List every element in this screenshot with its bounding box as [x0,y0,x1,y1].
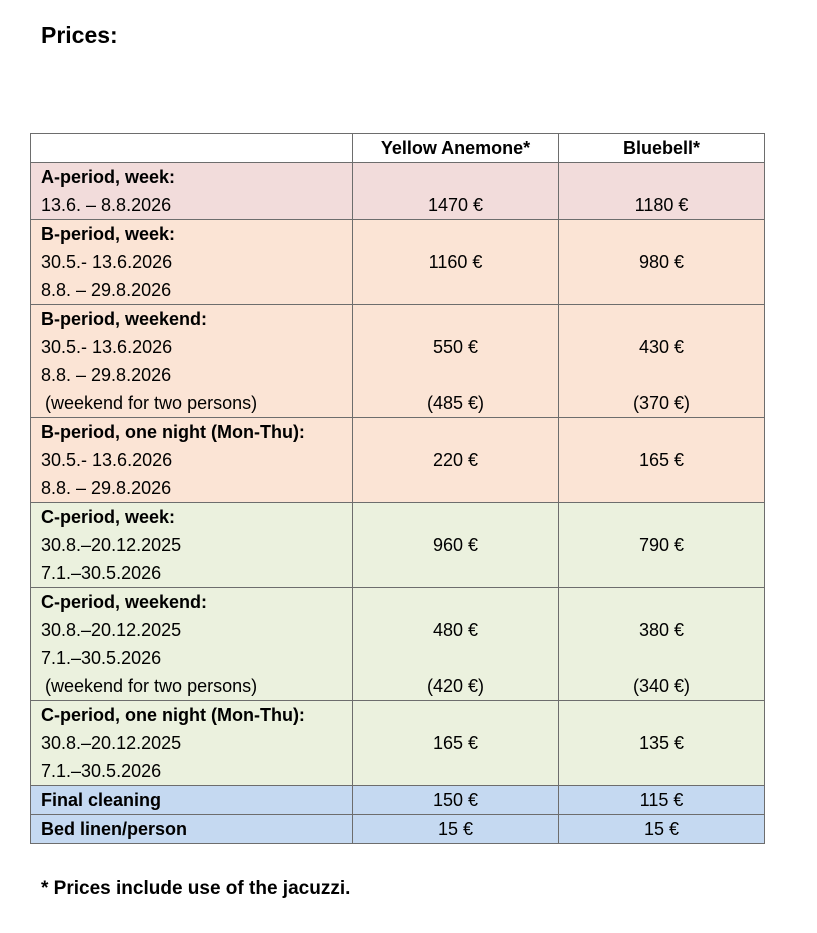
period-dates: 30.5.- 13.6.2026 [41,337,173,357]
price-value: 430 € [638,337,685,357]
price-value: 960 € [432,535,479,555]
bluebell-price-cell [559,163,765,220]
period-dates: 30.5.- 13.6.2026 [41,450,173,470]
price-value [353,220,558,248]
price-value: (485 €) [426,393,485,413]
price-value [353,644,558,672]
price-value [353,163,558,191]
price-value: (420 €) [426,676,485,696]
yellow-anemone-price-cell [353,786,559,815]
price-value [353,305,558,333]
price-value: 480 € [432,620,479,640]
period-name: C-period, weekend: [41,592,208,612]
period-name: B-period, week: [41,224,176,244]
price-value [559,474,764,502]
period-cell [31,701,353,786]
period-dates: 8.8. – 29.8.2026 [41,280,172,300]
price-value: 15 € [643,819,680,839]
period-name: B-period, weekend: [41,309,208,329]
yellow-anemone-price-cell [353,701,559,786]
bluebell-price-cell [559,588,765,701]
bluebell-price-cell [559,305,765,418]
table-row [31,786,765,815]
price-value: 220 € [432,450,479,470]
table-row [31,220,765,305]
period-cell [31,588,353,701]
price-value: 550 € [432,337,479,357]
bluebell-price-cell [559,786,765,815]
price-value [559,559,764,587]
yellow-anemone-price-cell [353,588,559,701]
price-value [353,757,558,785]
price-value [559,361,764,389]
footnote: * Prices include use of the jacuzzi. [41,878,351,899]
period-name: C-period, one night (Mon-Thu): [41,705,305,725]
table-row [31,305,765,418]
price-value: (340 €) [632,676,691,696]
price-value: 165 € [432,733,479,753]
bluebell-price-cell [559,220,765,305]
period-name: Final cleaning [41,790,162,810]
period-dates: 13.6. – 8.8.2026 [41,195,172,215]
price-value [559,418,764,446]
price-table [30,133,765,844]
price-value: 15 € [437,819,474,839]
period-cell [31,418,353,503]
page-title: Prices: [41,22,118,48]
table-row [31,588,765,701]
price-value: 1470 € [427,195,484,215]
price-value: 115 € [639,790,684,810]
table-row [31,503,765,588]
table-row [31,418,765,503]
price-value: 1180 € [634,195,689,215]
price-value: 790 € [638,535,685,555]
yellow-anemone-price-cell [353,815,559,844]
period-cell [31,786,353,815]
yellow-anemone-price-cell [353,163,559,220]
yellow-anemone-price-cell [353,220,559,305]
period-dates: 30.5.- 13.6.2026 [41,252,173,272]
yellow-anemone-price-cell [353,305,559,418]
price-value: (370 €) [632,393,691,413]
period-cell [31,305,353,418]
period-cell [31,220,353,305]
period-dates: 7.1.–30.5.2026 [41,563,162,583]
period-cell [31,503,353,588]
price-value: 150 € [432,790,479,810]
period-dates: 30.8.–20.12.2025 [41,620,182,640]
period-dates: (weekend for two persons) [45,393,258,413]
price-value [559,701,764,729]
table-header-row [31,134,765,163]
price-value: 135 € [638,733,685,753]
price-value [559,503,764,531]
period-name: Bed linen/person [41,819,188,839]
price-value [353,361,558,389]
period-dates: 7.1.–30.5.2026 [41,648,162,668]
price-value [559,644,764,672]
table-row [31,163,765,220]
price-value [353,701,558,729]
price-table-body [31,163,765,844]
price-value [559,305,764,333]
period-name: B-period, one night (Mon-Thu): [41,422,305,442]
price-value: 165 € [638,450,685,470]
period-name: A-period, week: [41,167,176,187]
price-value: 1160 € [428,252,483,272]
price-value: 980 € [638,252,685,272]
bluebell-price-cell [559,701,765,786]
table-row [31,701,765,786]
period-dates: 7.1.–30.5.2026 [41,761,162,781]
price-value [353,559,558,587]
price-value [559,163,764,191]
table-row [31,815,765,844]
yellow-anemone-price-cell [353,503,559,588]
period-dates: 8.8. – 29.8.2026 [41,365,172,385]
period-dates: 8.8. – 29.8.2026 [41,478,172,498]
price-value [353,474,558,502]
price-value [353,588,558,616]
price-value [353,418,558,446]
period-name: C-period, week: [41,507,176,527]
price-value [353,276,558,304]
bluebell-price-cell [559,503,765,588]
price-value [559,588,764,616]
period-cell [31,163,353,220]
period-dates: (weekend for two persons) [45,676,258,696]
period-cell [31,815,353,844]
price-value [559,220,764,248]
period-dates: 30.8.–20.12.2025 [41,535,182,555]
price-value [559,757,764,785]
bluebell-price-cell [559,815,765,844]
yellow-anemone-price-cell [353,418,559,503]
price-value [559,276,764,304]
header-yellow-anemone: Yellow Anemone* [353,134,559,163]
price-value: 380 € [638,620,685,640]
period-dates: 30.8.–20.12.2025 [41,733,182,753]
header-bluebell: Bluebell* [559,134,765,163]
header-period [31,134,353,163]
price-value [353,503,558,531]
bluebell-price-cell [559,418,765,503]
